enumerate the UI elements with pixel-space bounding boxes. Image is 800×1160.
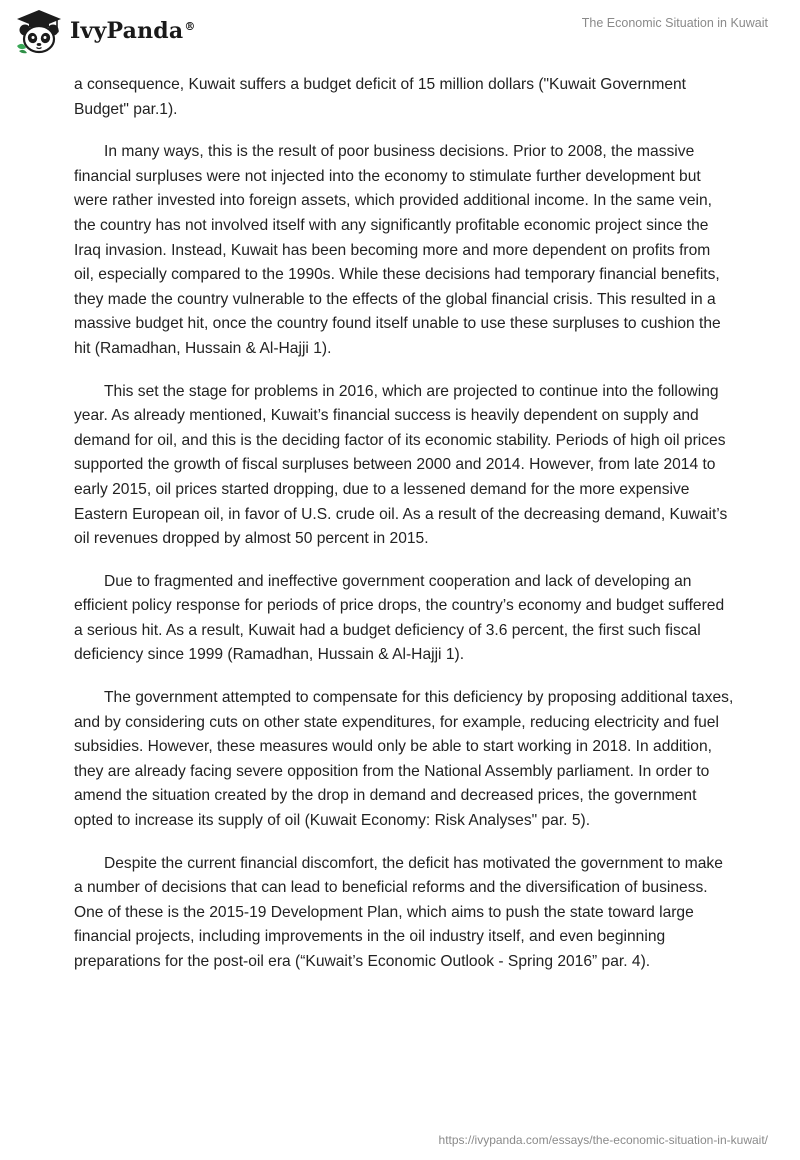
paragraph-continuation: a consequence, Kuwait suffers a budget deficit of 15 million dollars ("Kuwait Government Budget" par.1). [74, 76, 687, 118]
source-url-link[interactable]: https://ivypanda.com/essays/the-economic-situation-in-kuwait/ [438, 1133, 768, 1147]
ivypanda-logo[interactable] [14, 8, 196, 54]
paragraph: In many ways, this is the result of poor business decisions. Prior to 2008, the massive financial surpluses were not injected into the economy to stimulate further development but were rather invested into foreign assets, which provided additional income. In the same vein, the country has not involved itself with any significantly profitable economic project since the Iraq invasion. Instead, Kuwait has been becoming more and more dependent on profits from oil, especially compared to the 1990s. While these decisions had temporary financial benefits, they made the country vulnerable to the effects of the global financial crisis. This resulted in a massive budget hit, once the country found itself unable to use these surpluses to cushion the hit (Ramadhan, Hussain & Al-Hajji 1). [74, 143, 721, 357]
paragraph: Due to fragmented and ineffective government cooperation and lack of developing an efficient policy response for periods of price drops, the country’s economy and budget suffered a serious hit. As a result, Kuwait had a budget deficiency of 3.6 percent, the first such fiscal deficiency since 1999 (Ramadhan, Hussain & Al-Hajji 1). [74, 572, 725, 664]
paragraph: This set the stage for problems in 2016, which are projected to continue into the following year. As already mentioned, Kuwait’s financial success is heavily dependent on supply and demand for oil, and this is the deciding factor of its economic stability. Periods of high oil prices supported the growth of fiscal surpluses between 2000 and 2014. However, from late 2014 to early 2015, oil prices started dropping, due to a lessened demand for the more expensive Eastern European oil, in favor of U.S. crude oil. As a result of the decreasing demand, Kuwait’s oil revenues dropped by almost 50 percent in 2015. [74, 382, 728, 548]
paragraph: Despite the current financial discomfort, the deficit has motivated the government to make a number of decisions that can lead to beneficial reforms and the diversification of business. One of these is the 2015-19 Development Plan, which aims to push the state toward large financial projects, including improvements in the oil industry itself, and even beginning preparations for the post-oil era (“Kuwait’s Economic Outlook - Spring 2016” par. 4). [74, 854, 723, 970]
paragraph: The government attempted to compensate for this deficiency by proposing additional taxes, and by considering cuts on other state expenditures, for example, reducing electricity and fuel subsidies. However, these measures would only be able to start working in 2018. In addition, they are already facing severe opposition from the National Assembly parliament. In order to amend the situation created by the drop in demand and decreased prices, the government opted to increase its supply of oil (Kuwait Economy: Risk Analyses" par. 5). [74, 689, 734, 830]
brand-name: IvyPanda® [70, 18, 196, 44]
essay-body [74, 73, 734, 993]
registered-mark: ® [184, 19, 196, 33]
panda-graduate-icon [14, 8, 64, 54]
document-title: The Economic Situation in Kuwait [581, 16, 768, 30]
page-header [0, 0, 800, 64]
